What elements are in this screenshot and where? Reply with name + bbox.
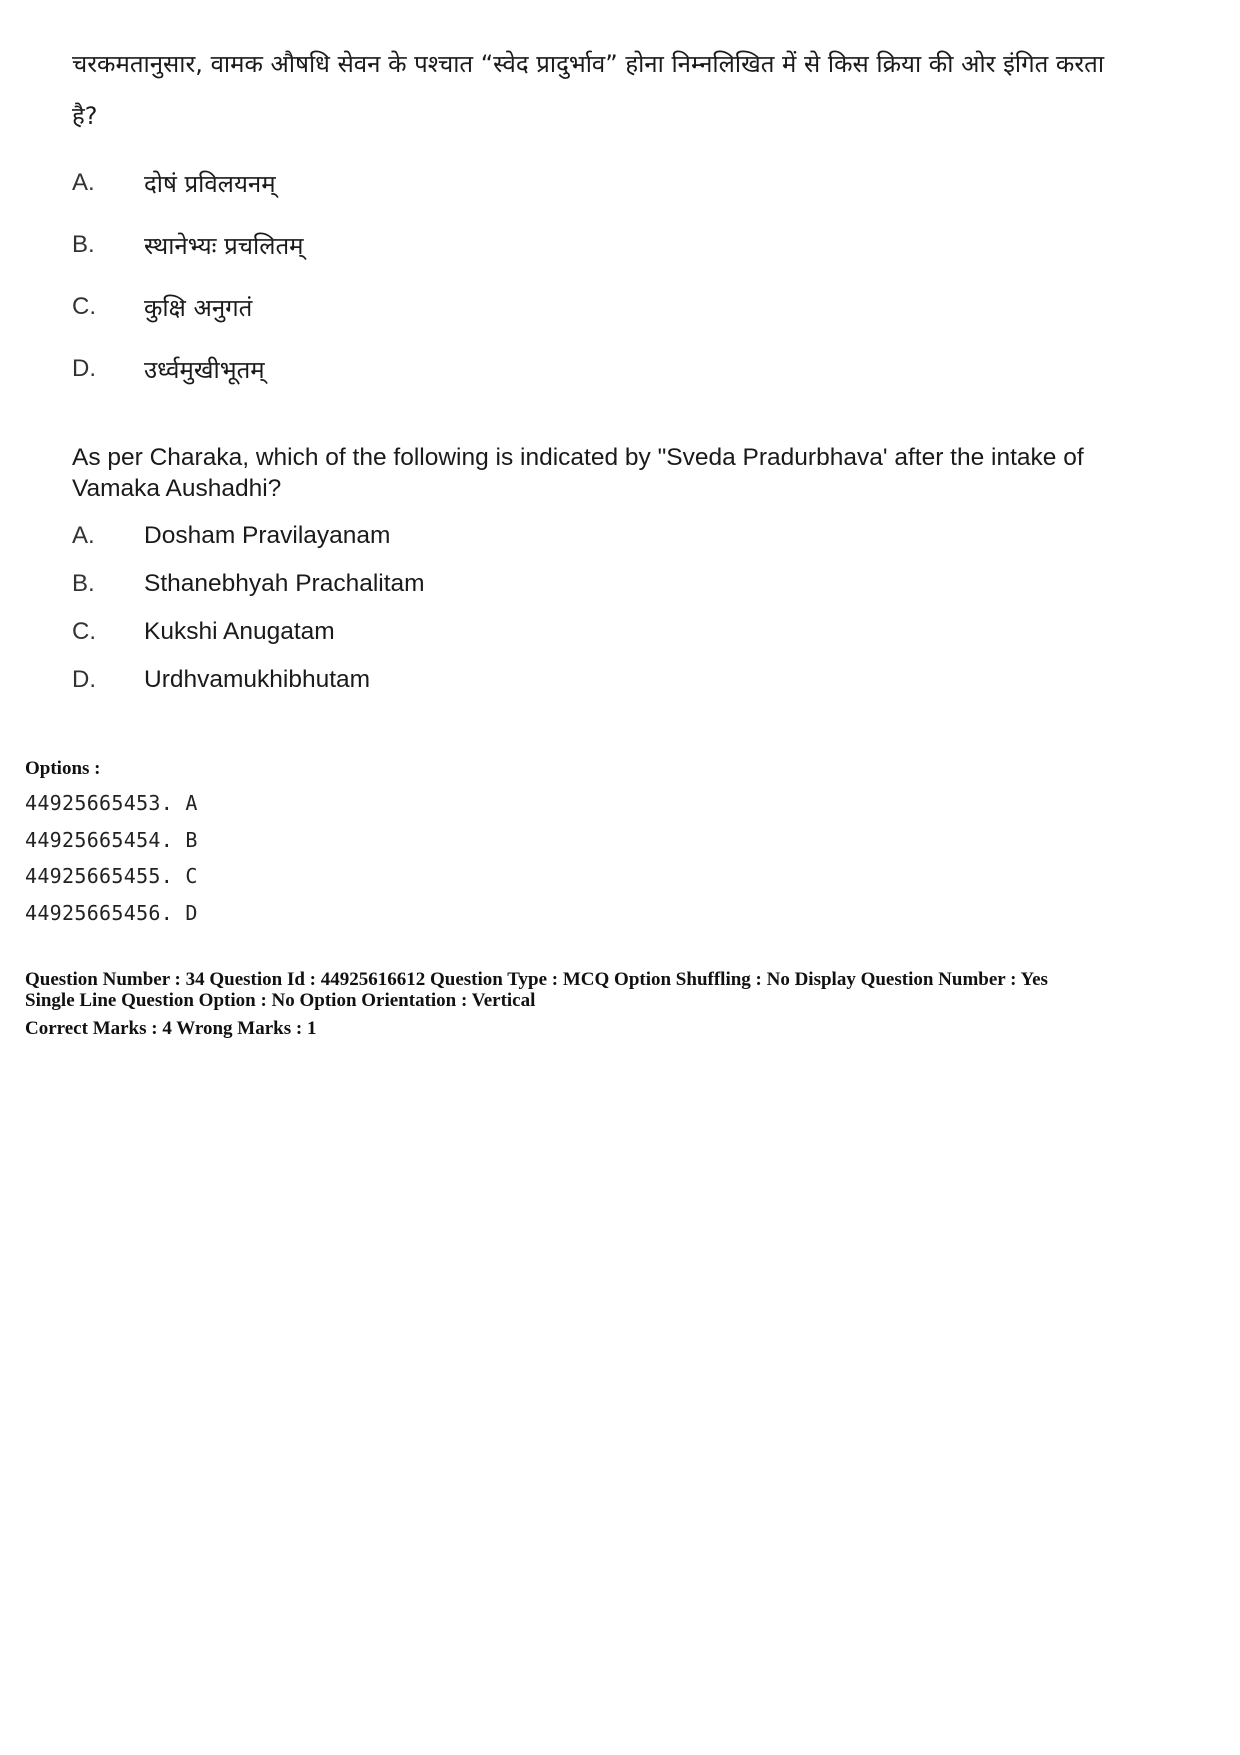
option-letter: C. xyxy=(72,293,96,320)
option-text: उर्ध्वमुखीभूतम् xyxy=(144,355,265,384)
hindi-option-b xyxy=(72,214,1132,276)
option-id-d: 44925665456. D xyxy=(25,900,198,925)
option-id-a: 44925665453. A xyxy=(25,791,198,815)
english-option-d xyxy=(72,656,1132,704)
question-metadata xyxy=(25,969,1048,1039)
option-letter: D. xyxy=(72,355,96,382)
english-question-stem: As per Charaka, which of the following is indicated by "Sveda Pradurbhava' after the intake of Vamaka Aushadhi? xyxy=(72,444,1084,502)
marks-meta-line: Correct Marks : 4 Wrong Marks : 1 xyxy=(25,1018,317,1039)
option-id-c: 44925665455. C xyxy=(25,864,198,888)
english-option-c xyxy=(72,608,1132,656)
option-text: Sthanebhyah Prachalitam xyxy=(144,570,425,597)
option-letter: D. xyxy=(72,666,96,693)
hindi-option-c xyxy=(72,276,1132,338)
option-letter: C. xyxy=(72,618,96,645)
option-letter: B. xyxy=(72,570,95,597)
question-meta-line: Question Number : 34 Question Id : 44925616612 Question Type : MCQ Option Shuffling : No Display Question Number : Yes xyxy=(25,969,1048,990)
hindi-option-list xyxy=(72,152,1132,400)
english-option-list xyxy=(72,512,1132,704)
option-text: दोषं प्रविलयनम् xyxy=(144,169,276,198)
english-option-b xyxy=(72,560,1132,608)
question-option-meta-line: Single Line Question Option : No Option Orientation : Vertical xyxy=(25,990,536,1011)
option-text: कुक्षि अनुगतं xyxy=(144,293,253,322)
question-image xyxy=(72,38,1132,704)
option-letter: B. xyxy=(72,231,95,258)
option-id-b: 44925665454. B xyxy=(25,827,198,852)
option-text: स्थानेभ्यः प्रचलितम् xyxy=(144,231,304,260)
english-option-a xyxy=(72,512,1132,560)
options-heading: Options : xyxy=(25,758,101,779)
option-text: Dosham Pravilayanam xyxy=(144,522,391,549)
options-section xyxy=(25,757,198,931)
option-text: Urdhvamukhibhutam xyxy=(144,666,371,693)
hindi-option-d xyxy=(72,338,1132,400)
option-letter: A. xyxy=(72,522,95,549)
option-text: Kukshi Anugatam xyxy=(144,618,335,645)
hindi-option-a xyxy=(72,152,1132,214)
option-letter: A. xyxy=(72,169,95,196)
hindi-question-stem: चरकमतानुसार, वामक औषधि सेवन के पश्चात “स्वेद प्रादुर्भाव” होना निम्नलिखित में से किस क्रिया की ओर इंगित करता है? xyxy=(72,50,1105,130)
